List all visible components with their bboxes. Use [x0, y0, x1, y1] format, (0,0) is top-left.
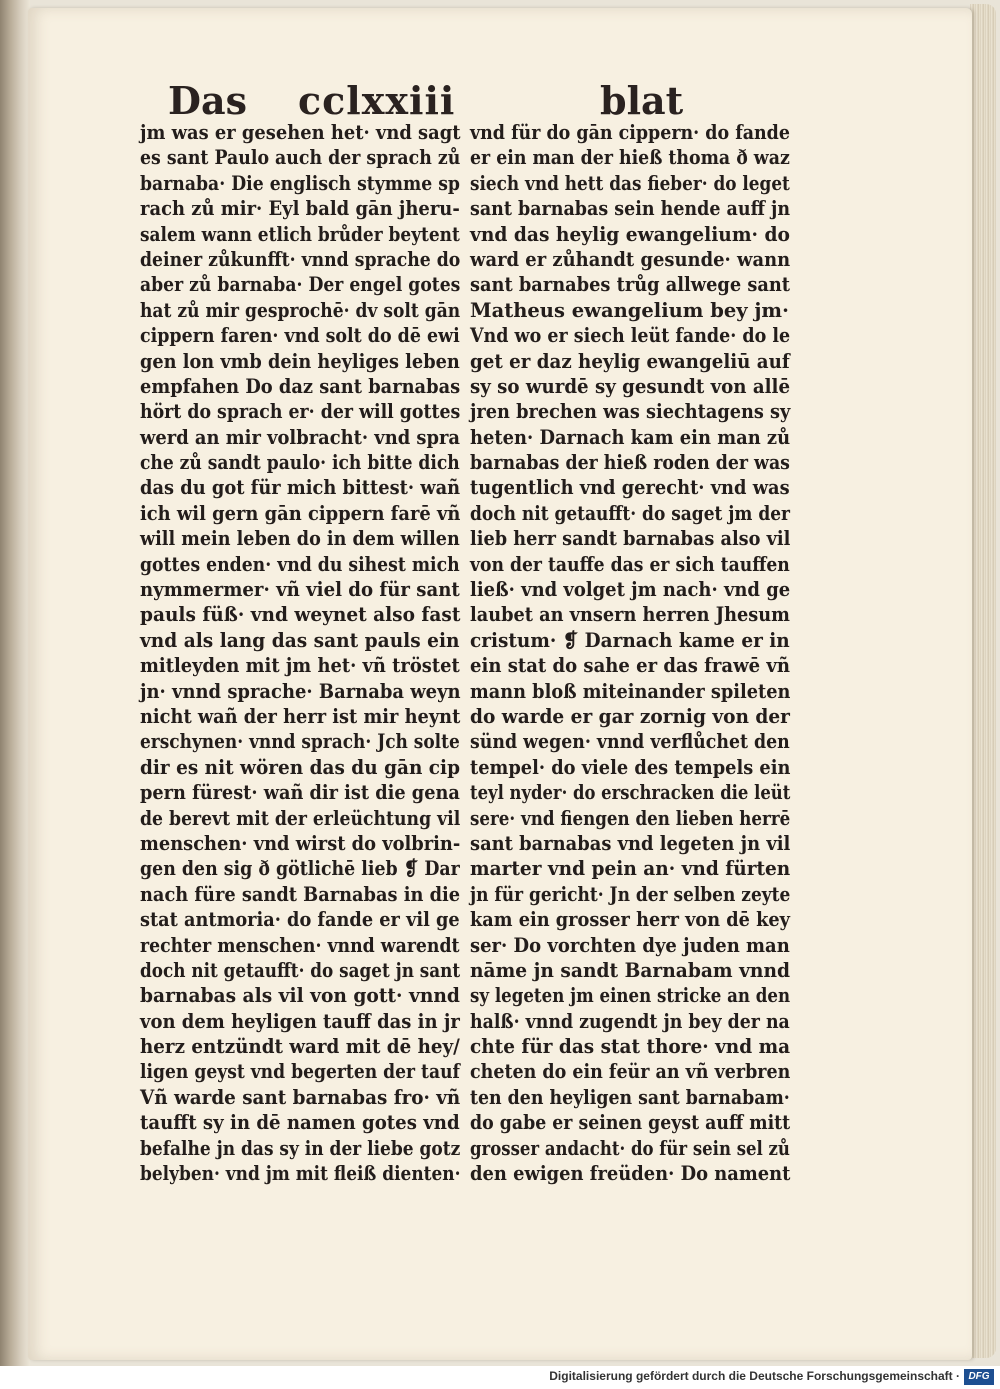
left-column-line: rechter menschen· vnnd warendt — [140, 933, 460, 957]
book-spine — [0, 0, 30, 1366]
right-column-line: Matheus ewangelium bey jm· — [470, 298, 789, 322]
left-column-line: es sant Paulo auch der sprach zů — [140, 146, 461, 170]
right-column-line: vnd das heylig ewangelium· do — [470, 222, 790, 246]
left-column-line: cippern faren· vnd solt do dē ewi — [140, 324, 460, 348]
right-column-line: sünd wegen· vnnd verflůchet den — [470, 730, 790, 754]
right-column-line: chte für das stat thore· vnd ma — [470, 1035, 791, 1059]
right-column-line: laubet an vnsern herren Jhesum — [470, 603, 790, 627]
text-column-right — [470, 120, 790, 1186]
footer-bar — [0, 1366, 1000, 1389]
left-column-line: doch nit getaufft· do saget jn sant — [140, 958, 461, 982]
left-column-line: empfahen Do daz sant barnabas — [140, 374, 461, 398]
left-column-line: pauls füß· vnd weynet also fast — [140, 603, 461, 627]
right-column-line: ließ· vnd volget jm nach· vnd ge — [470, 578, 791, 602]
left-column-line: dir es nit wören das du gān cip — [140, 755, 460, 779]
left-column-line: gen den sig ð götlichē lieb ❡ Dar — [140, 857, 460, 881]
right-column-line: jren brechen was siechtagens sy — [470, 400, 791, 424]
left-column-line: Vñ warde sant barnabas fro· vñ — [140, 1085, 461, 1109]
right-column-line: teyl nyder· do erschracken die leüt — [470, 781, 791, 805]
left-column-line: gen lon vmb dein heyliges leben — [140, 349, 460, 373]
left-column-line: stat antmoria· do fande er vil ge — [140, 908, 460, 932]
folio-number: cclxxiii — [298, 78, 456, 123]
right-column-line: tempel· do viele des tempels ein — [470, 755, 791, 779]
left-column-line: nicht wañ der herr ist mir heynt — [140, 704, 461, 728]
right-column-line: lieb herr sandt barnabas also vil — [470, 527, 791, 551]
right-column-line: get er daz heylig ewangeliū auf — [470, 349, 790, 373]
running-header — [168, 78, 728, 124]
left-column-line: das du got für mich bittest· wañ — [140, 476, 461, 500]
right-column-line: jn für gericht· Jn der selben zeyte — [470, 882, 791, 906]
right-column-line: sy legeten jm einen stricke an den — [470, 984, 791, 1008]
right-column-line: nāme jn sandt Barnabam vnnd — [470, 958, 791, 982]
dfg-logo: DFG — [964, 1369, 994, 1385]
right-column-line: cheten do ein feür an vñ verbren — [470, 1060, 791, 1084]
left-column-line: erschynen· vnnd sprach· Jch solte — [140, 730, 460, 754]
right-column-line: heten· Darnach kam ein man zů — [470, 425, 791, 449]
left-column-line: barnabas als vil von gott· vnnd — [140, 984, 460, 1008]
right-column-line: do gabe er seinen geyst auff mitt — [470, 1111, 791, 1135]
left-column-line: hört do sprach er· der will gottes — [140, 400, 461, 424]
funding-credit: Digitalisierung gefördert durch die Deutsche Forschungsgemeinschaft · — [549, 1369, 960, 1383]
page-edge — [970, 4, 996, 1358]
right-column-line: Vnd wo er siech leüt fande· do le — [470, 324, 791, 348]
left-column-line: belyben· vnd jm mit fleiß dienten· — [140, 1162, 461, 1186]
header-right-word: blat — [600, 78, 684, 123]
left-column-line: vnd als lang das sant pauls ein — [140, 628, 460, 652]
right-column-line: tugentlich vnd gerecht· vnd was — [470, 476, 790, 500]
left-column-line: werd an mir volbracht· vnd spra — [140, 425, 461, 449]
left-column-line: befalhe jn das sy in der liebe gotz — [140, 1136, 461, 1160]
left-column-line: hat zů mir gesprochē· dv solt gān — [140, 298, 461, 322]
left-column-line: herz entzündt ward mit dē hey/ — [140, 1035, 460, 1059]
right-column-line: ten den heyligen sant barnabam· — [470, 1085, 790, 1109]
left-column-line: salem wann etlich brůder beytent — [140, 222, 460, 246]
right-column-line: doch nit getaufft· do saget jm der — [470, 501, 791, 525]
left-column-line: de berevt mit der erleüchtung vil — [140, 806, 461, 830]
right-column-line: sant barnabes trůg allwege sant — [470, 273, 791, 297]
right-column-line: vnd für do gān cippern· do fande — [470, 121, 790, 144]
right-column-line: sy so wurdē sy gesundt von allē — [470, 374, 791, 398]
left-column-line: jm was er gesehen het· vnd sagt — [140, 121, 461, 144]
left-column-line: aber zů barnaba· Der engel gotes — [140, 273, 461, 297]
left-column-line: nach füre sandt Barnabas in die — [140, 882, 461, 906]
right-column-line: grosser andacht· do für sein sel zů — [470, 1136, 790, 1160]
right-column-line: sere· vnd fiengen den lieben herrē — [470, 806, 791, 830]
right-column-line: ward er zůhandt gesunde· wann — [470, 247, 791, 271]
text-column-left — [140, 120, 460, 1186]
header-left-word: Das — [168, 78, 247, 123]
right-column-line: sant barnabas vnd legeten jn vil — [470, 831, 791, 855]
left-column-line: jn· vnnd sprache· Barnaba weyn — [140, 679, 461, 703]
left-column-line: will mein leben do in dem willen — [140, 527, 460, 551]
right-column-line: marter vnd pein an· vnd fürten — [470, 857, 791, 881]
left-column-line: rach zů mir· Eyl bald gān jheru- — [140, 197, 460, 221]
left-column-line: pern fürest· wañ dir ist die gena — [140, 781, 460, 805]
right-column-line: sant barnabas sein hende auff jn — [470, 197, 791, 221]
left-column-line: gottes enden· vnd du sihest mich — [140, 552, 460, 576]
right-column-line: cristum· ❡ Darnach kame er in — [470, 628, 790, 652]
left-column-line: menschen· vnd wirst do volbrin- — [140, 831, 461, 855]
right-column-line: den ewigen freüden· Do nament — [470, 1162, 791, 1186]
right-column-line: von der tauffe das er sich tauffen — [470, 552, 790, 576]
left-column-line: von dem heyligen tauff das in jr — [140, 1009, 460, 1033]
left-column-line: che zů sandt paulo· ich bitte dich — [140, 451, 460, 475]
right-column-line: do warde er gar zornig von der — [470, 704, 790, 728]
right-column-line: siech vnd hett das fieber· do leget — [470, 171, 790, 195]
left-column-line: taufft sy in dē namen gotes vnd — [140, 1111, 460, 1135]
left-column-line: ligen geyst vnd begerten der tauf — [140, 1060, 460, 1084]
right-column-line: barnabas der hieß roden der was — [470, 451, 790, 475]
right-column-line: kam ein grosser herr von dē key — [470, 908, 790, 932]
left-column-line: nymmermer· vñ viel do für sant — [140, 578, 460, 602]
left-column-line: ich wil gern gān cippern farē vñ — [140, 501, 461, 525]
right-column-line: mann bloß miteinander spileten — [470, 679, 791, 703]
left-column-line: barnaba· Die englisch stymme sp — [140, 171, 460, 195]
left-column-line: deiner zůkunfft· vnnd sprache do — [140, 247, 461, 271]
right-column-line: ein stat do sahe er das frawē vñ — [470, 654, 790, 678]
left-column-line: mitleyden mit jm het· vñ tröstet — [140, 654, 460, 678]
right-column-line: halß· vnnd zugendt jn bey der na — [470, 1009, 790, 1033]
right-column-line: er ein man der hieß thoma ð waz — [470, 146, 790, 170]
right-column-line: ser· Do vorchten dye juden man — [470, 933, 790, 957]
